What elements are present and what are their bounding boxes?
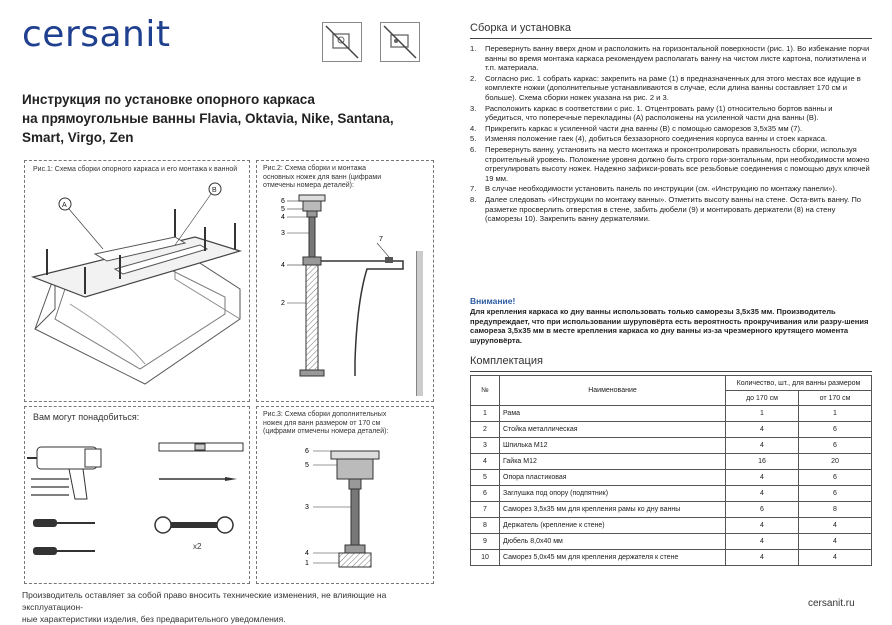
step-number: 7. (470, 184, 477, 194)
label-b: B (212, 187, 217, 194)
extra-leg-drawing (257, 407, 433, 583)
table-row: 10 Саморез 5,0х45 мм для крепления держателя к стене 4 4 (471, 550, 872, 566)
table-row: 4 Гайка М12 16 20 (471, 454, 872, 470)
col-qty: Количество, шт., для ванны размером (726, 376, 872, 391)
part-label: 6 (305, 448, 309, 455)
step-text: Перевернуть ванну вверх дном и расположить на горизонтальной поверхности (рис. 1). Во избежание порчи ванны во время монтажа каркаса рекомендуем располагать ванну на чистом листе картона, полиэтилена и т.п. материала. (485, 44, 870, 73)
attention-text: Для крепления каркаса ко дну ванны использовать только саморезы 3,5х35 мм. Производитель предупреждает, что при использовании шуруповёрта есть вероятность прокручивания или разру-шения самореза 3,5х35 мм в месте крепления каркаса ко дну ванны из-за чрезмерного крутящего момента шуруповёрта. (470, 307, 869, 345)
table-row: 6 Заглушка под опору (подпятник) 4 6 (471, 486, 872, 502)
part-label: 4 (281, 214, 285, 221)
step-number: 3. (470, 103, 477, 113)
figure-3-caption: Рис.3: Схема сборки дополнительных ножек для ванн размером от 170 см (цифрами отмечены номера деталей): (263, 411, 389, 435)
no-shower-icon (322, 22, 362, 62)
step-item (470, 104, 870, 123)
step-number: 5. (470, 134, 477, 144)
bathtub-frame-drawing (25, 179, 249, 399)
step-number: 8. (470, 194, 477, 204)
disclaimer (22, 589, 442, 625)
step-item (470, 44, 870, 73)
leg-assembly-drawing (257, 161, 433, 401)
step-item (470, 74, 870, 103)
no-tool-icon (380, 22, 420, 62)
tools-multiplier: x2 (193, 542, 202, 551)
part-label: 1 (305, 560, 309, 567)
assembly-heading: Сборка и установка (470, 22, 572, 34)
step-number: 6. (470, 144, 477, 154)
part-label: 3 (281, 230, 285, 237)
attention-heading: Внимание! (470, 296, 516, 306)
step-text: Изменяя положение гаек (4), добиться беззазорного соединения корпуса ванны и стоек каркаса. (485, 134, 828, 144)
step-text: Перевернуть ванну, установить на место монтажа и проконтролировать правильность сборки, используя строительный уровень. Положение уровня должно быть строго гори-зонтальным, при необходимости можно отрегулировать высоту ножек. Надежно зафикси-ровать все резьбовые соединения с помощью двух ключей 19 мм. (485, 144, 870, 183)
step-item (470, 145, 870, 183)
table-row: 2 Стойка металлическая 4 6 (471, 422, 872, 438)
step-item (470, 184, 870, 194)
step-text: В случае необходимости установить панель по инструкции (см. «Инструкцию по монтажу панели»). (485, 184, 838, 194)
title-line: Инструкция по установке опорного каркаса (22, 92, 315, 107)
part-label: 5 (305, 462, 309, 469)
step-text: Прикрепить каркас к усиленной части дна ванны (В) с помощью саморезов 3,5х35 мм (7). (485, 123, 803, 133)
part-label: 6 (281, 198, 285, 205)
part-label: 2 (281, 300, 285, 307)
step-number: 2. (470, 73, 477, 83)
step-text: Далее следовать «Инструкции по монтажу ванны». Отметить высоту ванны на стене. Оста-вить ванну. По разметке просверлить отверстия в стене, забить дюбели (9) и монтировать держатели (8) на стену (саморезы 10). Закрепить ванну держателями. (485, 194, 862, 224)
heading-rule (470, 371, 872, 372)
figure-2 (256, 160, 434, 402)
site-url[interactable]: cersanit.ru (808, 598, 855, 609)
step-item (470, 134, 870, 144)
step-item (470, 195, 870, 224)
step-number: 4. (470, 123, 477, 133)
table-row: 5 Опора пластиковая 4 6 (471, 470, 872, 486)
assembly-steps (470, 44, 870, 225)
part-label: 3 (305, 504, 309, 511)
part-label: 5 (281, 206, 285, 213)
table-row: 8 Держатель (крепление к стене) 4 4 (471, 518, 872, 534)
figure-1 (24, 160, 250, 402)
step-text: Расположить каркас в соответствии с рис. 1. Отцентровать раму (1) относительно бортов ванны и убедиться, что поперечные перекладины (А) расположены на усиленной части дна ванны (В). (485, 103, 833, 123)
page-title (22, 90, 432, 147)
part-label: 4 (305, 550, 309, 557)
tools-caption: Вам могут понадобиться: (33, 412, 140, 422)
step-number: 1. (470, 44, 477, 53)
tools-panel (24, 406, 250, 584)
part-label: 4 (281, 262, 285, 269)
step-item (470, 124, 870, 134)
heading-rule (470, 38, 872, 39)
brand-logo: cersanit (22, 14, 171, 55)
col-from170: от 170 см (799, 391, 872, 406)
disclaimer-line: Производитель оставляет за собой право вносить технические изменения, не влияющие на эксплуатацион- (22, 590, 387, 612)
components-heading: Комплектация (470, 355, 543, 367)
disclaimer-line: ные характеристики изделия, без предварительного уведомления. (22, 614, 286, 624)
table-row: 9 Дюбель 8,0х40 мм 4 4 (471, 534, 872, 550)
label-a: A (62, 202, 67, 209)
figure-2-caption: Рис.2: Схема сборки и монтажа основных ножек для ванн (цифрами отмечены номера деталей): (263, 165, 382, 189)
step-text: Согласно рис. 1 собрать каркас: закрепить на раме (1) в предназначенных для этого местах все идущие в комплекте ножки (дополнительные устанавливаются в случае, если длина ванны составляет 170 см и больше). Схема сборки ножек указана на рис. 2 и 3. (485, 73, 861, 102)
part-label: 7 (379, 236, 383, 243)
table-row: 3 Шпилька М12 4 6 (471, 438, 872, 454)
col-name: Наименование (500, 376, 726, 406)
table-row: 1 Рама 1 1 (471, 406, 872, 422)
col-up170: до 170 см (726, 391, 799, 406)
title-line: на прямоугольные ванны Flavia, Oktavia, Nike, Santana, (22, 111, 394, 126)
tools-drawing (25, 407, 249, 583)
title-line: Smart, Virgo, Zen (22, 130, 134, 145)
figure-3 (256, 406, 434, 584)
components-table (470, 375, 872, 566)
table-row: 7 Саморез 3,5х35 мм для крепления рамы ко дну ванны 6 8 (471, 502, 872, 518)
col-num: № (471, 376, 500, 406)
figure-1-caption: Рис.1: Схема сборки опорного каркаса и его монтажа к ванной (33, 166, 238, 173)
